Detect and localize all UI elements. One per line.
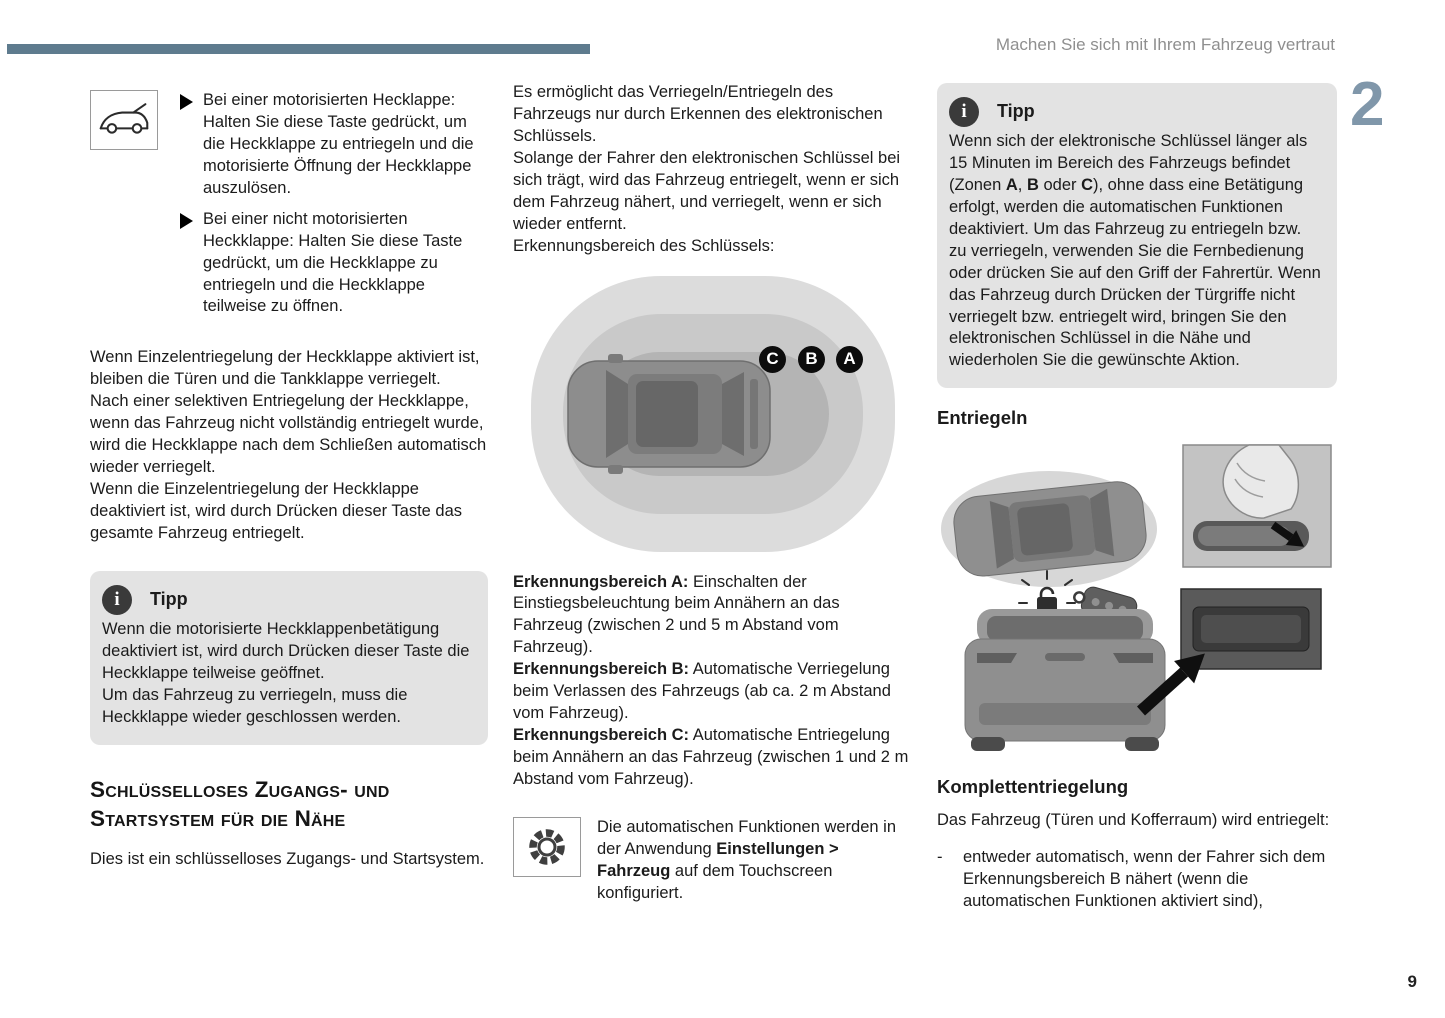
gear-icon <box>524 824 570 870</box>
settings-note-post: auf dem Touchscreen konfiguriert. <box>597 861 833 902</box>
tip-text: Um das Fahrzeug zu verriegeln, muss die Heckklappe wieder geschlossen werden. <box>102 685 408 726</box>
tailgate-button-icon-box <box>90 90 158 150</box>
hand-door-handle-inset <box>1183 445 1331 567</box>
column-middle <box>513 82 911 905</box>
section-intro: Dies ist ein schlüsselloses Zugangs- und Startsystem. <box>90 850 485 868</box>
bullet-list <box>178 90 488 327</box>
settings-note-pre: Die automatischen Funktionen werden in der Anwendung <box>597 817 897 858</box>
paragraph: Nach einer selektiven Entriegelung der Heckklappe, wenn das Fahrzeug nicht vollständig entriegelt wurde, wird die Heckklappe nach dem Schließen automatisch wieder verriegelt. <box>90 392 487 477</box>
tip-box <box>90 571 488 745</box>
info-icon: i <box>949 97 979 127</box>
page-number: 9 <box>1407 972 1417 991</box>
paragraph: Solange der Fahrer den elektronischen Schlüssel bei sich trägt, wird das Fahrzeug entriegelt, wenn er sich dem Fahrzeug nähert, und verriegelt, wenn er sich wieder entfernt. <box>513 148 901 233</box>
chapter-number: 2 <box>1350 70 1385 139</box>
tip-box <box>937 83 1337 388</box>
tip-title: Tipp <box>150 588 188 609</box>
zone-description <box>513 725 911 791</box>
tip-text: Wenn die motorisierte Heckklappenbetätigung deaktiviert ist, wird durch Drücken dieser Taste die Heckklappe teilweise geöffnet. <box>102 619 470 682</box>
settings-icon-box <box>513 817 581 877</box>
tip-header <box>949 97 1321 127</box>
car-rear-view-icon <box>965 609 1165 751</box>
list-item <box>178 90 488 200</box>
bullet-text: Bei einer nicht motorisierten Heckklappe: Halten Sie diese Taste gedrückt, um die Heckklappe zu entriegeln und die Heckklappe teilweise zu öffnen. <box>203 209 463 316</box>
zone-text: Automatische Verriegelung beim Verlassen des Fahrzeugs (ab ca. 2 m Abstand vom Fahrzeug). <box>513 660 891 723</box>
bullet-triangle-icon <box>180 94 193 110</box>
column-right <box>937 83 1337 913</box>
hand-icon <box>1223 445 1298 518</box>
zone-text: Einschalten der Einstiegsbeleuchtung beim Annähern an das Fahrzeug (zwischen 2 und 5 m Abstand vom Fahrzeug). <box>513 572 840 657</box>
column-left <box>90 90 488 871</box>
zone-badge-a: A <box>836 346 863 373</box>
settings-note <box>597 817 911 905</box>
tip-title: Tipp <box>997 101 1035 122</box>
zone-label: Erkennungsbereich A: <box>513 572 689 591</box>
list-item <box>937 847 1337 913</box>
info-icon: i <box>102 585 132 615</box>
zone-label: Erkennungsbereich C: <box>513 726 690 745</box>
heading-komplettentriegelung: Komplettentriegelung <box>937 775 1129 797</box>
zone-badge-c: C <box>759 346 786 373</box>
zone-label: Erkennungsbereich B: <box>513 660 690 679</box>
bullet-text: Bei einer motorisierten Hecklappe: Halten Sie diese Taste gedrückt, um die Heckklappe zu entriegeln und die motorisierte Öffnung der Heckklappe auszulösen. <box>203 91 474 197</box>
settings-note-path: Einstellungen > Fahrzeug <box>597 839 839 880</box>
bullet-triangle-icon <box>180 213 193 229</box>
paragraph: Das Fahrzeug (Türen und Kofferraum) wird entriegelt: <box>937 810 1330 829</box>
unlock-figure <box>937 439 1337 757</box>
zone-text: Automatische Entriegelung beim Annähern an das Fahrzeug (zwischen 1 und 2 m Abstand vom Fahrzeug). <box>513 726 909 788</box>
zone-badge-b: B <box>798 346 825 373</box>
detection-zones-figure <box>513 268 911 560</box>
tip-header <box>102 585 472 615</box>
heading-entriegeln: Entriegeln <box>937 407 1028 429</box>
car-top-view-icon <box>568 354 770 474</box>
section-heading: Schlüsselloses Zugangs- und Startsystem für die Nähe <box>90 776 390 831</box>
dash-text: entweder automatisch, wenn der Fahrer sich dem Erkennungsbereich B nähert (wenn die automatischen Funktionen aktiviert sind), <box>963 848 1326 911</box>
paragraph: Wenn Einzelentriegelung der Heckklappe aktiviert ist, bleiben die Türen und die Tankklappe verriegelt. <box>90 348 480 389</box>
car-top-view-icon <box>941 471 1157 587</box>
settings-note-row <box>513 817 911 905</box>
zone-description <box>513 572 911 660</box>
paragraph: Erkennungsbereich des Schlüssels: <box>513 236 775 255</box>
running-header: Machen Sie sich mit Ihrem Fahrzeug vertraut <box>995 35 1335 54</box>
detection-zones-illustration <box>513 268 911 560</box>
list-item <box>178 209 488 319</box>
paragraph: Es ermöglicht das Verriegeln/Entriegeln des Fahrzeugs nur durch Erkennen des elektronischen Schlüssels. <box>513 83 883 145</box>
dash-marker: - <box>937 848 943 867</box>
tailgate-open-icon <box>97 101 151 139</box>
unlock-illustration <box>937 439 1337 757</box>
paragraph: Wenn die Einzelentriegelung der Heckklappe deaktiviert ist, wird durch Drücken dieser Taste das gesamte Fahrzeug entriegelt. <box>90 480 463 542</box>
body-paragraphs <box>90 347 488 544</box>
tip-text: Wenn sich der elektronische Schlüssel länger als 15 Minuten im Bereich des Fahrzeugs befindet (Zonen A, B oder C), ohne dass eine Betätigung erfolgt, werden die automatischen Funktionen deaktiviert. Um das Fahrzeug zu entriegeln bzw. zu verriegeln, verwenden Sie die Fernbedienung oder drücken Sie auf den Griff der Fahrertür. Wenn das Fahrzeug durch Drücken der Türgriffe nicht verriegelt bzw. entriegelt wird, bringen Sie den elektronischen Schlüssel in die Nähe und wiederholen Sie die gewünschte Aktion. <box>949 132 1321 370</box>
zone-description <box>513 659 911 725</box>
header-rule <box>7 44 590 54</box>
